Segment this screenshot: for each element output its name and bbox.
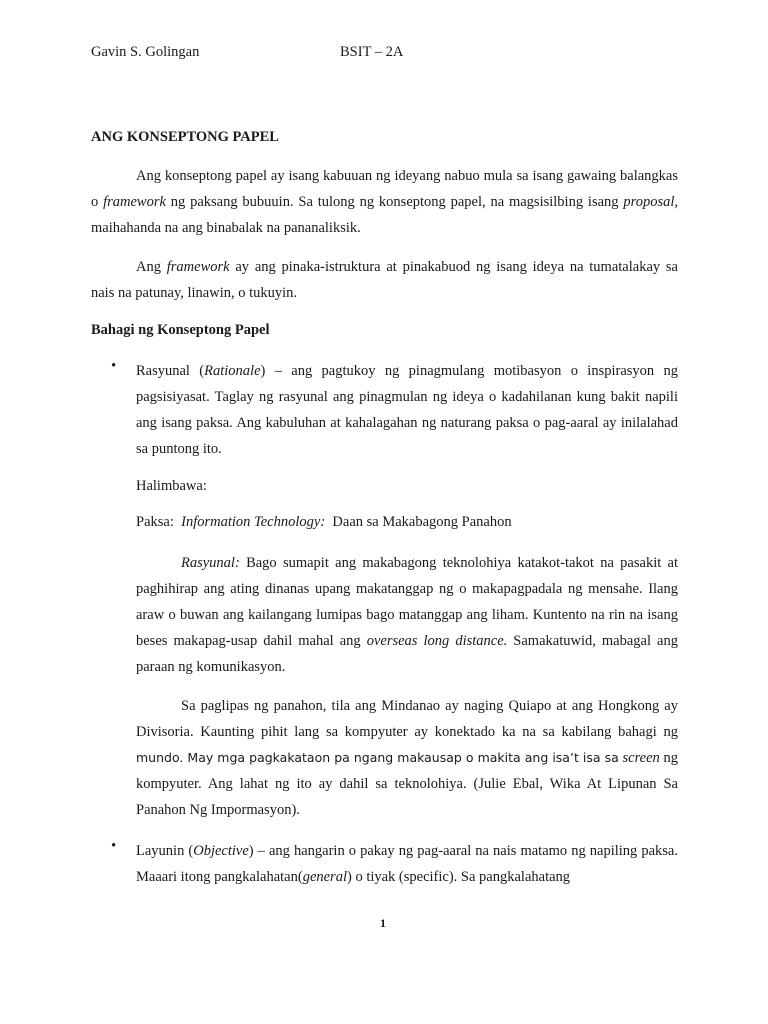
example-paragraph-2 — [136, 693, 678, 823]
emphasis-general: general — [302, 869, 347, 885]
text-run: ) – ang pagtukoy ng pinagmulang motibasyon o inspirasyon ng pagsisiyasat. Taglay ng rasyunal ang pinagmulan ng ideya o kadahilanan kung bakit napili ang isang paksa. Ang kabuluhan at kahalagahan ng naturang paksa o pag-aaral ay inilalahad sa puntong ito. — [136, 363, 678, 457]
text-run: Ang — [136, 259, 167, 275]
text-run: maihahanda na ang binabalak na pananaliksik. — [91, 220, 361, 236]
text-run: ng kompyuter. Ang lahat ng ito ay dahil sa teknolohiya. (Julie Ebal, Wika At Lipunan Sa Panahon Ng Impormasyon). — [136, 750, 679, 818]
text-run: Daan sa Makabagong Panahon — [325, 514, 512, 530]
page-number: 1 — [380, 916, 386, 930]
emphasis-framework: framework — [103, 194, 166, 210]
text-run: ay ang pinaka-istruktura at pinakabuod ng isang ideya na tumatalakay sa nais na patunay, linawin, o tukuyin. — [91, 259, 678, 301]
text-run: Rasyunal ( — [136, 363, 205, 379]
halimbawa-label: Halimbawa: — [136, 478, 207, 494]
intro-paragraph-1 — [91, 163, 678, 241]
text-run: Layunin ( — [136, 843, 194, 859]
document-title: ANG KONSEPTONG PAPEL — [91, 129, 279, 145]
layunin-item — [136, 838, 678, 890]
emphasis-proposal: proposal, — [623, 194, 679, 210]
emphasis-framework: framework — [166, 259, 230, 275]
example-paragraph-1 — [136, 550, 678, 680]
text-run: ng paksang bubuuin. Sa tulong ng konseptong papel, na magsisilbing isang — [165, 194, 624, 210]
text-run: Samakatuwid, mabagal ang paraan ng komunikasyon. — [136, 633, 678, 675]
header-author: Gavin S. Golingan — [91, 44, 200, 60]
emphasis-topic: Information Technology: — [181, 514, 326, 530]
text-run: Bago sumapit ang makabagong teknolohiya katakot-takot na pasakit at paghihirap ang ating dinanas upang makatanggap ng o makapagpadala ng mensahe. Ilang araw o buwan ang kailangang lumipas bago matanggap ang liham. Kuntento na rin na isang beses makapag-usap dahil mahal ang — [136, 555, 678, 649]
text-run: ) o tiyak (specific). Sa pangkalahatang — [346, 869, 571, 885]
text-run-mono: mundo. May mga pagkakataon pa ngang makausap o makita ang isa’t isa sa — [136, 750, 619, 765]
emphasis-objective: Objective — [193, 843, 249, 859]
bullet-icon: • — [111, 838, 117, 854]
paksa-line — [136, 514, 512, 531]
text-run: Sa paglipas ng panahon, tila ang Mindanao ay naging Quiapo at ang Hongkong ay Divisoria. Kaunting pihit lang sa kompyuter ay konektado ka na sa kabilang bahagi ng — [136, 698, 678, 740]
emphasis-rasyunal: Rasyunal: — [181, 555, 240, 571]
bullet-icon: • — [111, 358, 117, 374]
emphasis-overseas: overseas long distance. — [366, 633, 508, 649]
intro-paragraph-2 — [91, 254, 678, 306]
section-heading: Bahagi ng Konseptong Papel — [91, 322, 270, 338]
text-run: Ang konseptong papel ay isang kabuuan ng ideyang nabuo mula sa isang gawaing balangkas o — [91, 168, 678, 210]
paksa-label: Paksa: — [136, 514, 182, 530]
header-section: BSIT – 2A — [340, 44, 404, 60]
text-run: ) – ang hangarin o pakay ng pag-aaral na nais matamo ng napiling paksa. Maaari itong pangkalahatan( — [136, 843, 678, 885]
rasyunal-item — [136, 358, 678, 462]
emphasis-screen: screen — [622, 750, 660, 766]
emphasis-rationale: Rationale — [204, 363, 261, 379]
